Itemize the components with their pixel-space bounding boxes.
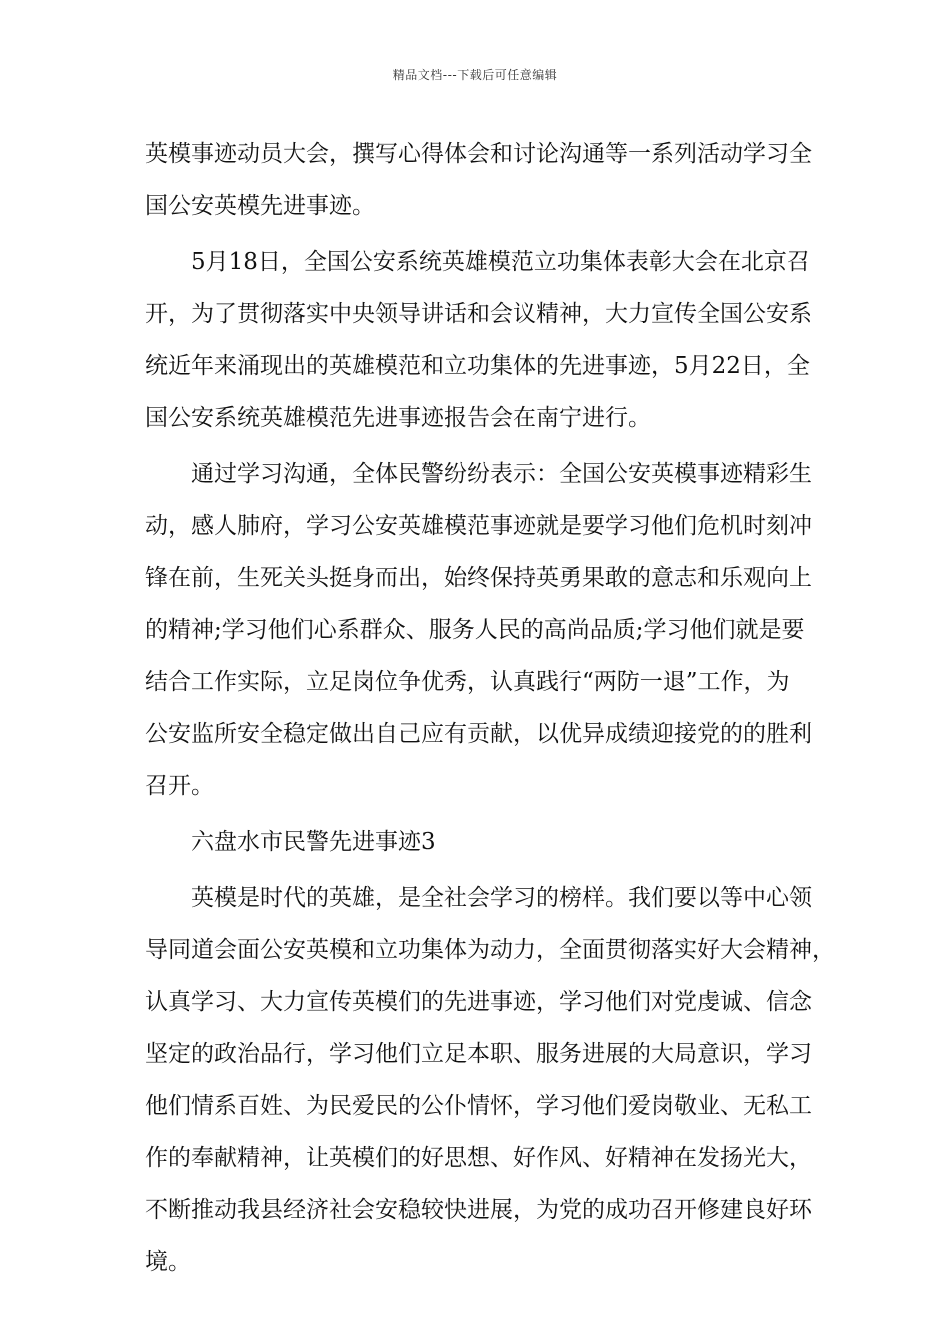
- text-line: 开，为了贯彻落实中央领导讲话和会议精神，大力宣传全国公安系: [145, 301, 812, 327]
- text-line: 锋在前，生死关头挺身而出，始终保持英勇果敢的意志和乐观向上: [145, 565, 812, 591]
- text-line: 通过学习沟通，全体民警纷纷表示：全国公安英模事迹精彩生: [145, 461, 812, 487]
- text-line: 国公安系统英雄模范先进事迹报告会在南宁进行。: [145, 405, 651, 431]
- paragraph: [145, 448, 817, 812]
- text-line: 公安监所安全稳定做出自己应有贡献，以优异成绩迎接党的的胜利: [145, 721, 812, 747]
- text-line: 结合工作实际，立足岗位争优秀，认真践行“两防一退”工作，为: [145, 669, 790, 695]
- text-line: 认真学习、大力宣传英模们的先进事迹，学习他们对党虔诚、信念: [145, 989, 812, 1015]
- text-line: 他们情系百姓、为民爱民的公仆情怀，学习他们爱岗敬业、无私工: [145, 1093, 812, 1119]
- text-line: 六盘水市民警先进事迹3: [145, 829, 436, 855]
- text-line: 导同道会面公安英模和立功集体为动力，全面贯彻落实好大会精神，: [145, 937, 835, 963]
- text-line: 作的奉献精神，让英模们的好思想、好作风、好精神在发扬光大，: [145, 1145, 812, 1171]
- text-line: 5月18日，全国公安系统英雄模范立功集体表彰大会在北京召: [145, 249, 810, 275]
- text-line: 动，感人肺府，学习公安英雄模范事迹就是要学习他们危机时刻冲: [145, 513, 812, 539]
- paragraph: [145, 872, 835, 1288]
- text-line: 召开。: [145, 773, 214, 799]
- text-line: 不断推动我县经济社会安稳较快进展，为党的成功召开修建良好环: [145, 1197, 812, 1223]
- text-line: 坚定的政治品行，学习他们立足本职、服务进展的大局意识，学习: [145, 1041, 812, 1067]
- text-line: 英模事迹动员大会，撰写心得体会和讨论沟通等一系列活动学习全: [145, 141, 812, 167]
- page-header: 精品文档---下载后可任意编辑: [392, 68, 558, 82]
- document-body: [145, 128, 835, 1288]
- text-line: 境。: [145, 1249, 191, 1275]
- text-line: 英模是时代的英雄，是全社会学习的榜样。我们要以等中心领: [145, 885, 812, 911]
- paragraph: [145, 128, 817, 232]
- section-heading: [145, 816, 817, 868]
- text-line: 国公安英模先进事迹。: [145, 193, 375, 219]
- text-line: 的精神;学习他们心系群众、服务人民的高尚品质;学习他们就是要: [145, 617, 805, 643]
- text-line: 统近年来涌现出的英雄模范和立功集体的先进事迹，5月22日，全: [145, 353, 810, 379]
- paragraph: [145, 236, 817, 444]
